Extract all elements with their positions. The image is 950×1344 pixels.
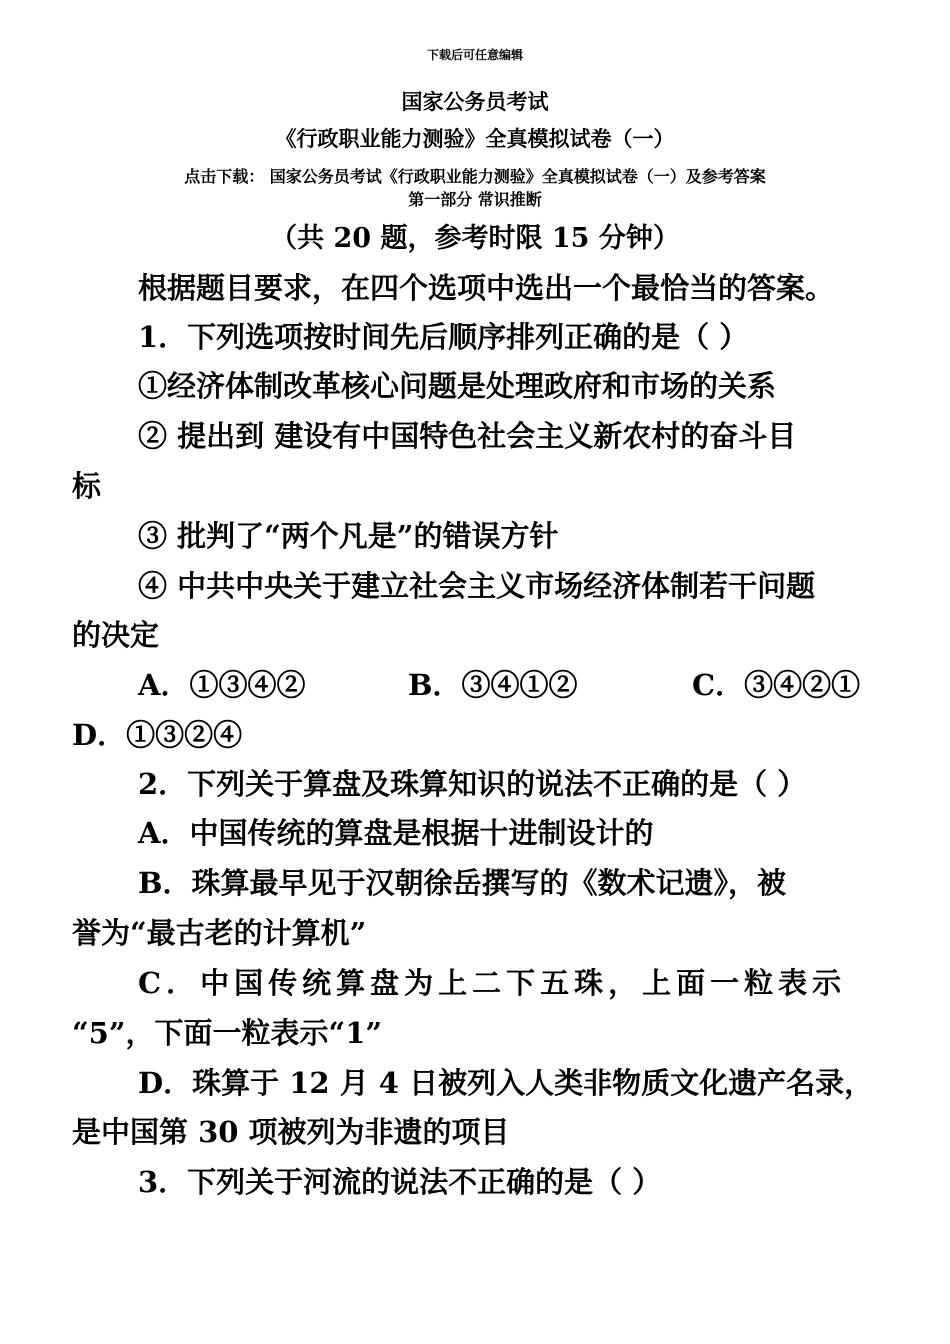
question-1-item-2-cont: 标 [72, 469, 102, 503]
download-link-line[interactable]: 点击下载： 国家公务员考试《行政职业能力测验》全真模拟试卷（一）及参考答案 [184, 167, 766, 186]
question-1-item-4-cont: 的决定 [72, 618, 160, 652]
question-2-option-a: A．中国传统的算盘是根据十进制设计的 [138, 816, 654, 850]
question-2-option-c-cont: “5”，下面一粒表示“1” [72, 1016, 383, 1050]
question-1-item-3: ③ 批判了“两个凡是”的错误方针 [138, 519, 559, 553]
question-2-option-b-cont: 誉为“最古老的计算机” [72, 916, 367, 950]
question-1-stem: 1．下列选项按时间先后顺序排列正确的是（ ） [138, 320, 749, 354]
question-2-stem: 2．下列关于算盘及珠算知识的说法不正确的是（ ） [138, 767, 807, 801]
question-1-item-4: ④ 中共中央关于建立社会主义市场经济体制若干问题 [138, 569, 816, 603]
question-1-item-1: ①经济体制改革核心问题是处理政府和市场的关系 [138, 369, 777, 403]
question-1-choice-b: B．③④①② [408, 668, 578, 702]
instruction-text: 根据题目要求，在四个选项中选出一个最恰当的答案。 [138, 271, 835, 305]
question-count-line: （共 20 题，参考时限 15 分钟） [270, 223, 680, 254]
question-3-stem: 3．下列关于河流的说法不正确的是（ ） [138, 1165, 662, 1199]
question-2-option-c: C．中国传统算盘为上二下五珠，上面一粒表示 [138, 966, 847, 1000]
exam-subtitle: 《行政职业能力测验》全真模拟试卷（一） [275, 126, 675, 151]
download-note: 下载后可任意编辑 [426, 48, 523, 62]
question-1-choice-d: D．①③②④ [72, 718, 243, 752]
question-1-choice-c: C．③④②① [692, 668, 861, 702]
question-2-option-d-cont: 是中国第 30 项被列为非遗的项目 [72, 1115, 510, 1149]
question-2-option-b: B．珠算最早见于汉朝徐岳撰写的《数术记遗》，被 [138, 866, 787, 900]
question-1-choice-a: A．①③④② [138, 668, 306, 702]
question-2-option-d: D．珠算于 12 月 4 日被列入人类非物质文化遗产名录， [138, 1066, 874, 1100]
section-heading: 第一部分 常识推断 [408, 190, 542, 209]
exam-title: 国家公务员考试 [401, 89, 549, 114]
question-1-item-2: ② 提出到 建设有中国特色社会主义新农村的奋斗目 [138, 419, 797, 453]
